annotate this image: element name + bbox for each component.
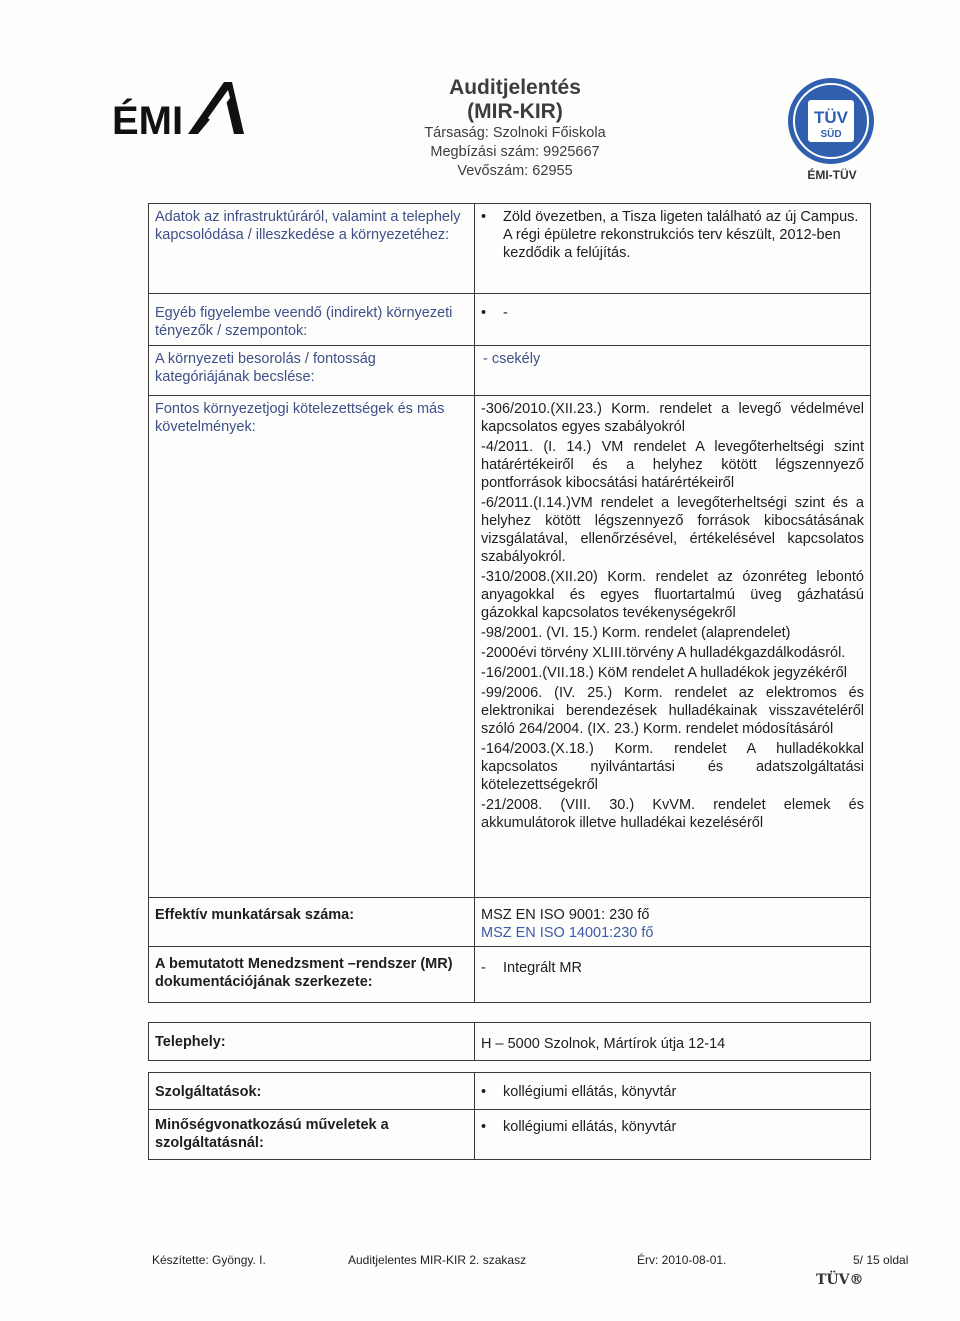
- table-row: [149, 947, 871, 1003]
- audit-data-table: [148, 203, 871, 1003]
- staff-label: Effektív munkatársak száma:: [149, 898, 475, 947]
- quality-value: kollégiumi ellátás, könyvtár: [503, 1119, 677, 1135]
- indirect-label: Egyéb figyelembe veendő (indirekt) környezeti tényezők / szempontok:: [149, 294, 475, 346]
- table-row: [149, 294, 871, 346]
- table-row: [149, 396, 871, 898]
- legal-item: -310/2008.(XII.20) Korm. rendelet az ózonréteg lebontó anyagokkal és egyes fluortartalmú üveg gázhatású gázokkal kapcsolatos tevékenységekről: [481, 569, 864, 621]
- bullet-icon: •: [481, 305, 487, 321]
- order-number-line: Megbízási szám: 9925667: [430, 144, 600, 160]
- tuv-logo-text: TÜV: [814, 108, 848, 127]
- footer-doc-name: Auditjelentes MIR-KIR 2. szakasz: [348, 1253, 527, 1267]
- indirect-value: -: [503, 305, 508, 321]
- doc-value-cell: [475, 947, 871, 1003]
- bullet-icon: •: [481, 1084, 487, 1100]
- footer-prepared-by: Készítette: Gyöngy. I.: [152, 1253, 266, 1267]
- legal-item: -21/2008. (VIII. 30.) KvVM. rendelet elemek és akkumulátorok illetve hulladékai kezeléséről: [481, 797, 864, 831]
- site-value: H – 5000 Szolnok, Mártírok útja 12-14: [475, 1023, 871, 1061]
- legal-label: Fontos környezetjogi kötelezettségek és más követelmények:: [149, 396, 475, 898]
- infra-value: Zöld övezetben, a Tisza ligeten található az új Campus. A régi épületre rekonstrukciós terv készült, 2012-ben kezdődik a felújítás.: [503, 209, 859, 261]
- infra-label: Adatok az infrastruktúráról, valamint a telephely kapcsolódása / illeszkedése a környezetéhez:: [149, 204, 475, 294]
- legal-item: -16/2001.(VII.18.) KöM rendelet A hulladékok jegyzékéről: [481, 665, 847, 681]
- site-table: [148, 1022, 871, 1061]
- company-line: Társaság: Szolnoki Főiskola: [424, 125, 606, 141]
- legal-item: -164/2003.(X.18.) Korm. rendelet A hulladékokkal kapcsolatos nyilvántartási és adatszolgáltatási kötelezettségekről: [481, 741, 864, 793]
- tuv-mark: TÜV®: [816, 1272, 864, 1288]
- table-row: [149, 1110, 871, 1160]
- indirect-value-cell: [475, 294, 871, 346]
- legal-item: -6/2011.(I.14.)VM rendelet a levegőterheltségi szint és a helyhez kötött légszennyező források kibocsátásának vizsgálatával, ellenőrzésével, értékelésével kapcsolatos szabályokról.: [481, 495, 864, 565]
- emi-logo-text: ÉMI: [112, 99, 184, 142]
- customer-number-line: Vevőszám: 62955: [457, 163, 573, 179]
- table-row: [149, 1073, 871, 1110]
- staff-value-cell: [475, 898, 871, 947]
- legal-item: -306/2010.(XII.23.) Korm. rendelet a levegő védelmével kapcsolatos egyes szabályokról: [481, 401, 864, 435]
- legal-item: -2000évi törvény XLIII.törvény A hulladékgazdálkodásról.: [481, 645, 846, 661]
- services-value-cell: [475, 1073, 871, 1110]
- site-label: Telephely:: [149, 1023, 475, 1061]
- quality-label: Minőségvonatkozású műveletek a szolgáltatásnál:: [149, 1110, 475, 1160]
- report-header: [330, 76, 700, 181]
- services-value: kollégiumi ellátás, könyvtár: [503, 1084, 677, 1100]
- class-value: - csekély: [475, 346, 871, 396]
- infra-value-cell: [475, 204, 871, 294]
- staff-value-14001: MSZ EN ISO 14001:230 fő: [481, 925, 654, 941]
- staff-value-9001: MSZ EN ISO 9001: 230 fő: [481, 907, 650, 923]
- services-label: Szolgáltatások:: [149, 1073, 475, 1110]
- doc-value: Integrált MR: [503, 960, 582, 976]
- legal-items: [475, 396, 871, 898]
- doc-label: A bemutatott Menedzsment –rendszer (MR) dokumentációjának szerkezete:: [149, 947, 475, 1003]
- table-row: [149, 346, 871, 396]
- table-row: [149, 204, 871, 294]
- dash-icon: -: [481, 960, 486, 976]
- report-subtitle: (MIR-KIR): [467, 100, 563, 123]
- class-label: A környezeti besorolás / fontosság kategóriájának becslése:: [149, 346, 475, 396]
- table-row: [149, 1023, 871, 1061]
- tuv-logo-sub: SÜD: [820, 129, 842, 140]
- legal-item: -99/2006. (IV. 25.) Korm. rendelet az elektromos és elektronikai berendezések hulladékainak visszavételéről szóló 264/2004. (IX. 23.) Korm. rendelet módosításáról: [481, 685, 864, 737]
- emi-logo: [112, 78, 252, 142]
- services-table: [148, 1072, 871, 1160]
- legal-item: -98/2001. (VI. 15.) Korm. rendelet (alaprendelet): [481, 625, 791, 641]
- legal-item: -4/2011. (I. 14.) VM rendelet A levegőterheltségi szint határértékeiről és a helyhez kötött légszennyező pontforrások kibocsátási határértékeiről: [481, 439, 864, 491]
- table-row: [149, 898, 871, 947]
- tuv-caption: ÉMI-TÜV: [807, 168, 857, 182]
- bullet-icon: •: [481, 209, 487, 225]
- tuv-logo: [786, 76, 876, 166]
- report-title: Auditjelentés: [449, 76, 581, 99]
- footer-valid-from: Érv: 2010-08-01.: [637, 1253, 727, 1267]
- bullet-icon: •: [481, 1119, 487, 1135]
- footer-page-number: 5/ 15 oldal: [853, 1253, 909, 1267]
- quality-value-cell: [475, 1110, 871, 1160]
